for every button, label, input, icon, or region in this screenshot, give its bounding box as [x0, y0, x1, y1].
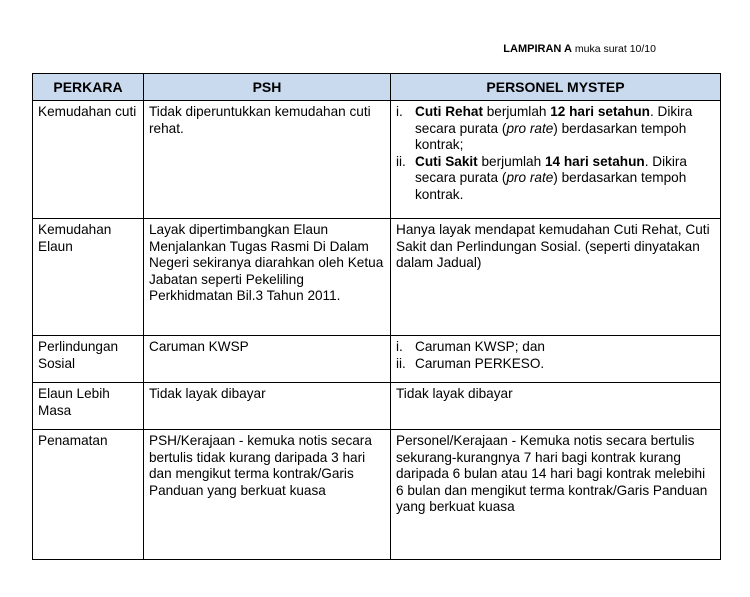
leave-type: Cuti Rehat	[415, 104, 483, 119]
cell-perkara: Elaun Lebih Masa	[33, 383, 144, 430]
column-header-psh: PSH	[144, 74, 391, 101]
cell-mystep	[391, 336, 721, 383]
text: .	[649, 104, 654, 119]
list-item	[396, 154, 715, 204]
list-text	[415, 104, 715, 154]
cell-mystep: Tidak layak dibayar	[391, 383, 721, 430]
page-header	[503, 43, 656, 55]
text: .	[644, 153, 649, 169]
comparison-table	[32, 73, 721, 560]
table-row	[33, 430, 721, 560]
text: berjumlah	[482, 104, 551, 119]
table-header-row	[33, 74, 721, 101]
list-text	[415, 154, 715, 204]
list-number: ii.	[396, 153, 406, 169]
leave-days: 12 hari setahun	[550, 104, 650, 119]
table-row	[33, 219, 721, 336]
table-row	[33, 383, 721, 430]
cell-perkara: Penamatan	[33, 430, 144, 560]
list-number: i.	[396, 104, 403, 119]
text: ) berdasarkan tempoh kontrak.	[415, 170, 687, 202]
emphasis: pro rate	[506, 170, 554, 185]
cell-psh: Tidak layak dibayar	[144, 383, 391, 430]
leave-type: Cuti Sakit	[415, 153, 478, 169]
column-header-mystep: PERSONEL MYSTEP	[391, 74, 721, 101]
text: ) berdasarkan tempoh kontrak;	[415, 120, 687, 152]
table-row	[33, 336, 721, 383]
cell-perkara: Kemudahan Elaun	[33, 219, 144, 336]
cell-perkara: Kemudahan cuti	[33, 101, 144, 219]
list-item	[396, 104, 715, 154]
list-item	[396, 339, 715, 356]
cell-perkara: Perlindungan Sosial	[33, 336, 144, 383]
list-text: Caruman PERKESO.	[415, 355, 545, 371]
table-row	[33, 101, 721, 219]
cell-mystep: Hanya layak mendapat kemudahan Cuti Rehat, Cuti Sakit dan Perlindungan Sosial. (seperti dinyatakan dalam Jadual)	[391, 219, 721, 336]
page-number: muka surat 10/10	[574, 43, 656, 55]
cell-psh: Tidak diperuntukkan kemudahan cuti rehat.	[144, 101, 391, 219]
cell-psh: Caruman KWSP	[144, 336, 391, 383]
appendix-label: LAMPIRAN A	[503, 43, 572, 55]
text: Dikira secara purata (	[415, 153, 687, 185]
text: berjumlah	[477, 153, 545, 169]
list-item	[396, 356, 715, 373]
cell-psh: PSH/Kerajaan - kemuka notis secara bertulis tidak kurang daripada 3 hari dan mengikut terma kontrak/Garis Panduan yang berkuat kuasa	[144, 430, 391, 560]
leave-days: 14 hari setahun	[544, 153, 645, 169]
emphasis: pro rate	[506, 120, 554, 136]
list-number: ii.	[396, 355, 406, 371]
cell-mystep	[391, 101, 721, 219]
cell-mystep: Personel/Kerajaan - Kemuka notis secara bertulis sekurang-kurangnya 7 hari bagi kontrak kurang daripada 6 bulan atau 14 hari bagi kontrak melebihi 6 bulan dan mengikut terma kontrak/Garis Panduan yang berkuat kuasa	[391, 430, 721, 560]
list-number: i.	[396, 339, 403, 354]
text: Dikira secara purata (	[415, 104, 693, 136]
column-header-perkara: PERKARA	[33, 74, 144, 101]
list-text: Caruman KWSP; dan	[415, 339, 545, 354]
cell-psh: Layak dipertimbangkan Elaun Menjalankan Tugas Rasmi Di Dalam Negeri sekiranya diarahkan oleh Ketua Jabatan seperti Pekeliling Perkhidmatan Bil.3 Tahun 2011.	[144, 219, 391, 336]
